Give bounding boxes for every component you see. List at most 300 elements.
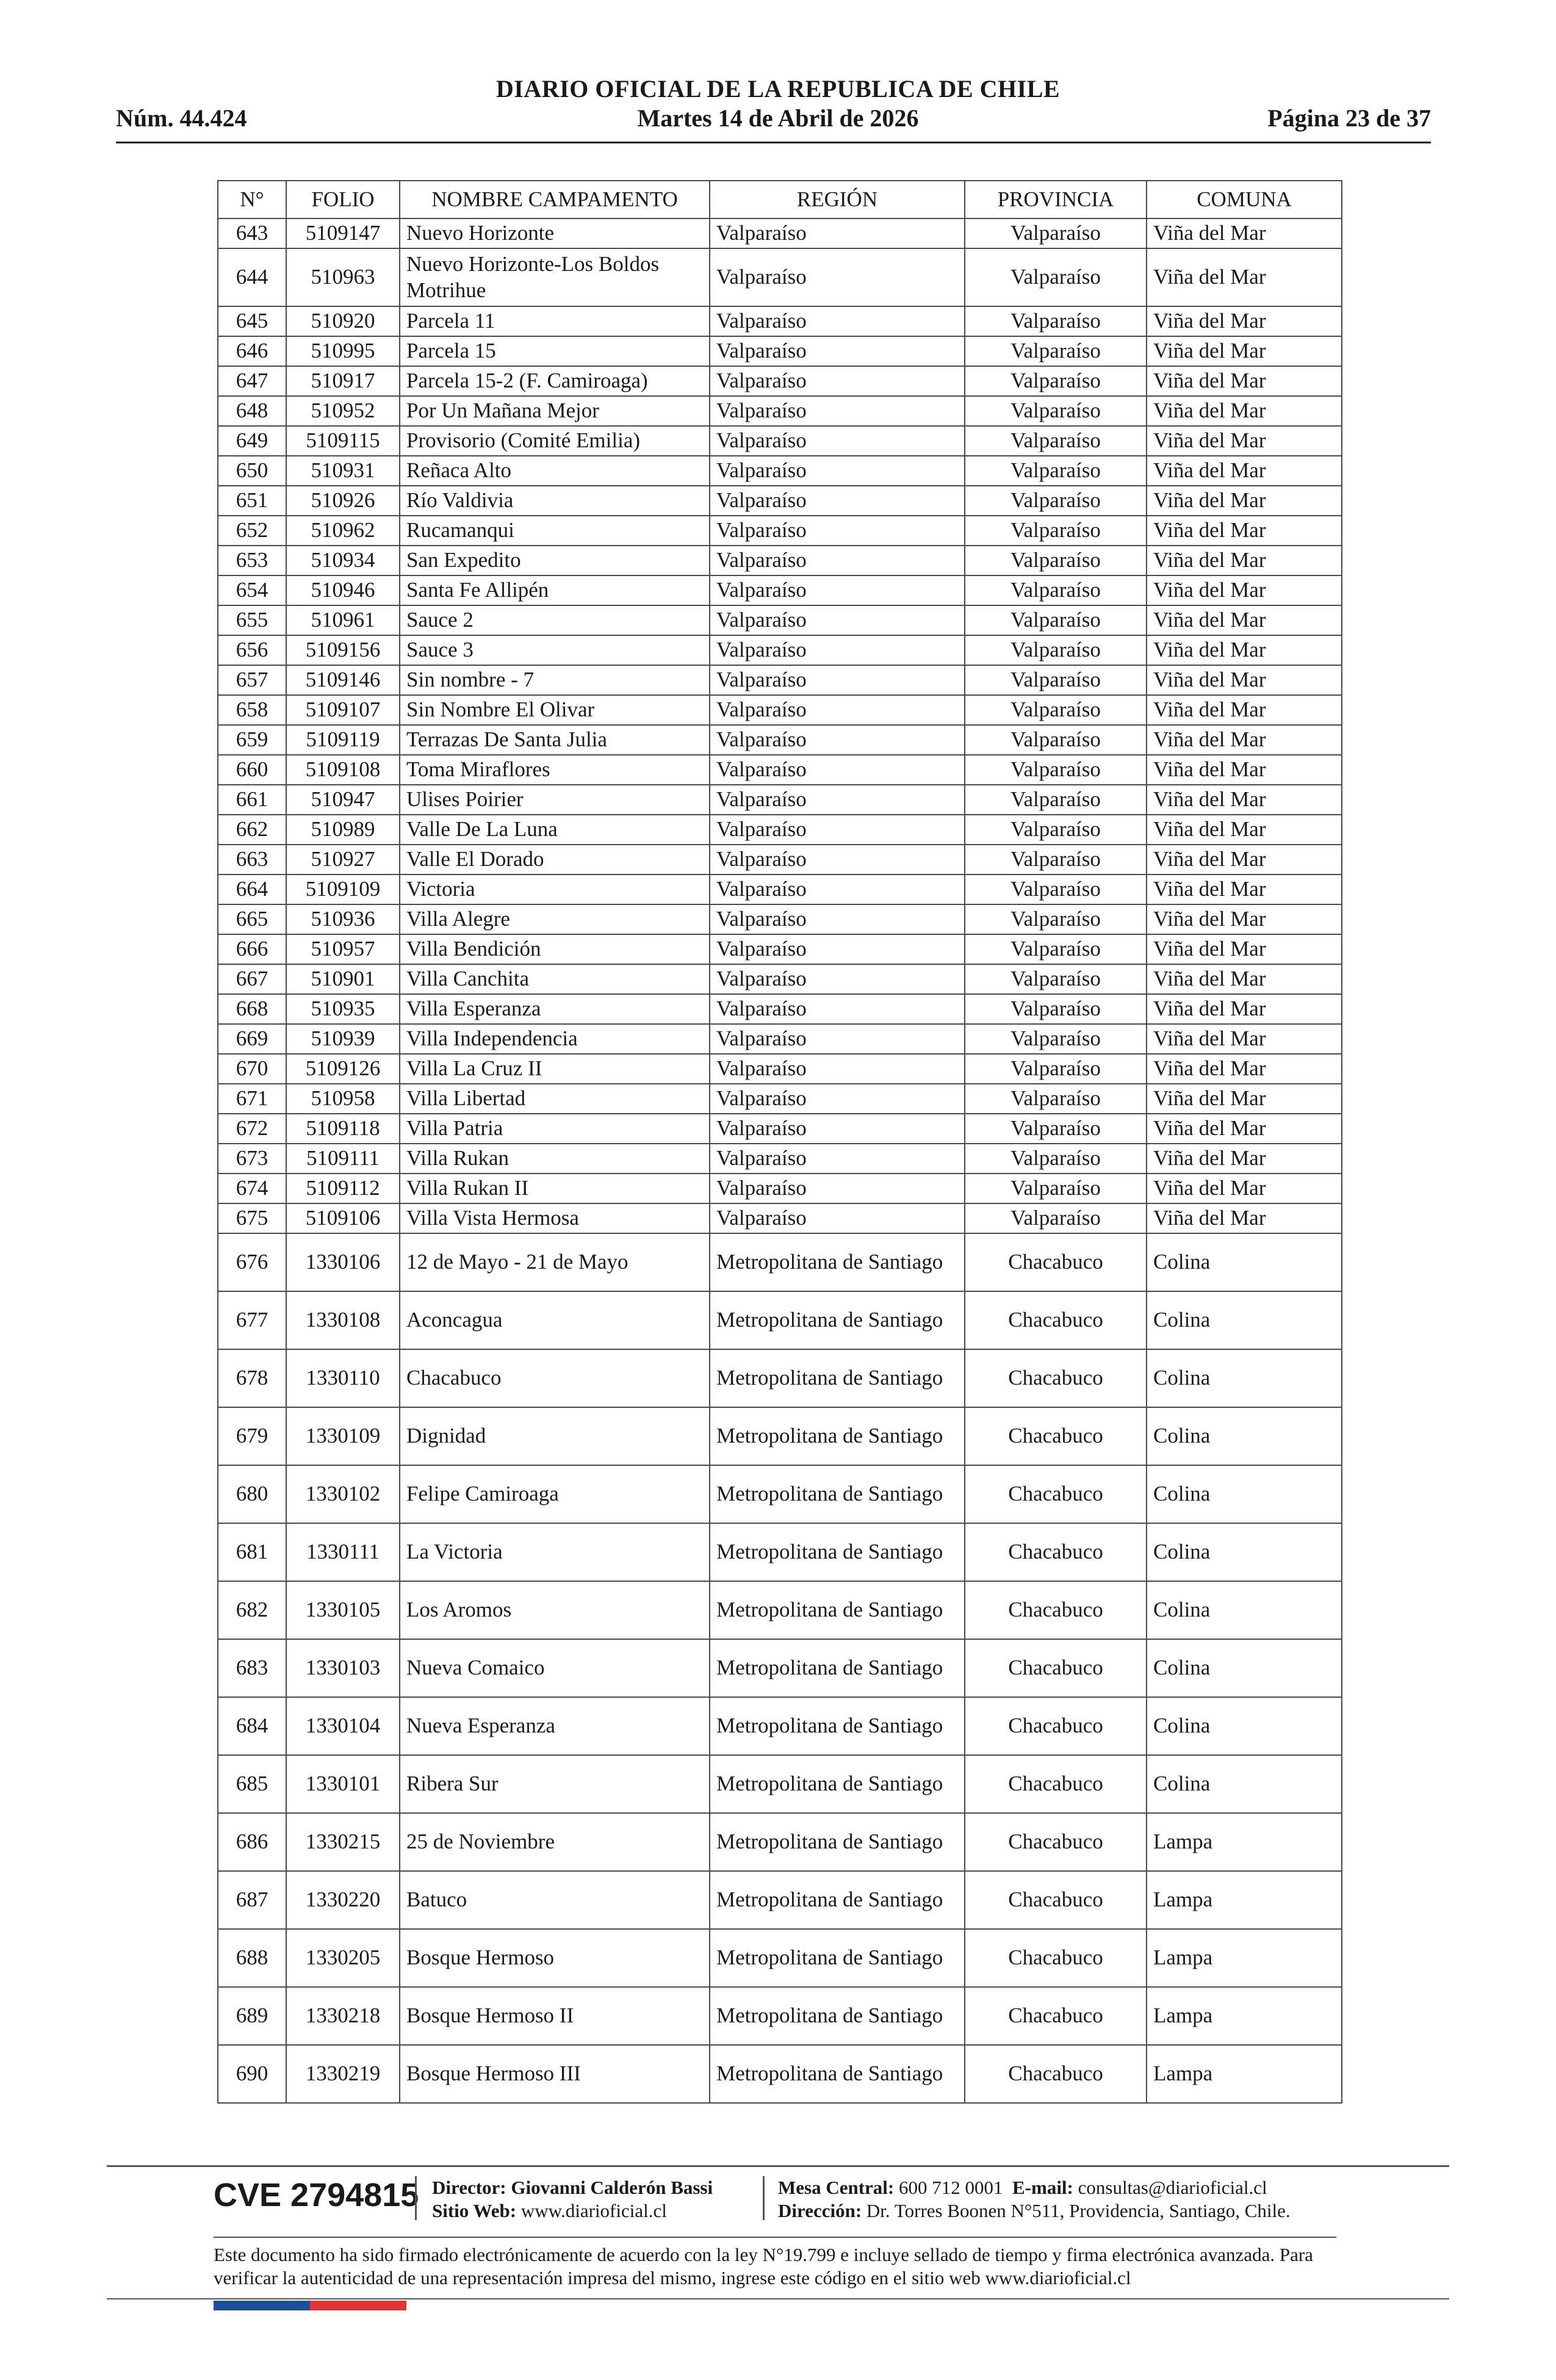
footer-editorial [432, 2176, 713, 2223]
row-campamento: Villa Esperanza [400, 994, 710, 1024]
row-provincia: Chacabuco [965, 1581, 1147, 1639]
row-folio: 5109118 [286, 1114, 400, 1144]
row-campamento: Bosque Hermoso [400, 1929, 710, 1987]
row-folio: 1330103 [286, 1639, 400, 1697]
row-comuna: Viña del Mar [1147, 845, 1342, 874]
flag-bar-blue [214, 2301, 310, 2310]
row-number: 643 [218, 218, 286, 248]
web-label: Sitio Web: [432, 2200, 517, 2221]
row-comuna: Viña del Mar [1147, 605, 1342, 635]
row-region: Valparaíso [710, 456, 965, 486]
row-comuna: Colina [1147, 1291, 1342, 1349]
address-label: Dirección: [778, 2200, 862, 2221]
row-number: 648 [218, 396, 286, 426]
row-folio: 1330111 [286, 1523, 400, 1581]
row-comuna: Viña del Mar [1147, 486, 1342, 516]
row-comuna: Viña del Mar [1147, 575, 1342, 605]
row-comuna: Colina [1147, 1407, 1342, 1465]
row-number: 686 [218, 1813, 286, 1871]
row-campamento: Parcela 15 [400, 336, 710, 366]
footer-separator [415, 2176, 417, 2220]
row-campamento: Ribera Sur [400, 1755, 710, 1813]
row-number: 683 [218, 1639, 286, 1697]
table-row [218, 1639, 1342, 1697]
row-region: Valparaíso [710, 635, 965, 665]
row-provincia: Chacabuco [965, 1813, 1147, 1871]
row-number: 660 [218, 755, 286, 785]
row-campamento: 12 de Mayo - 21 de Mayo [400, 1233, 710, 1291]
footer-divider-mid [214, 2237, 1336, 2238]
row-folio: 510947 [286, 785, 400, 815]
table-row [218, 874, 1342, 904]
row-number: 652 [218, 516, 286, 546]
row-comuna: Viña del Mar [1147, 396, 1342, 426]
row-region: Metropolitana de Santiago [710, 1407, 965, 1465]
row-folio: 5109112 [286, 1174, 400, 1203]
row-region: Valparaíso [710, 218, 965, 248]
row-region: Valparaíso [710, 516, 965, 546]
table-row [218, 1054, 1342, 1084]
row-provincia: Valparaíso [965, 815, 1147, 845]
table-row [218, 516, 1342, 546]
header-number: N° [218, 181, 286, 218]
row-comuna: Viña del Mar [1147, 426, 1342, 456]
header-folio: FOLIO [286, 181, 400, 218]
director-label: Director: [432, 2177, 506, 2198]
publication-title: DIARIO OFICIAL DE LA REPUBLICA DE CHILE [495, 75, 1061, 103]
row-folio: 510946 [286, 575, 400, 605]
table-row [218, 605, 1342, 635]
row-campamento: Río Valdivia [400, 486, 710, 516]
row-provincia: Valparaíso [965, 1024, 1147, 1054]
row-folio: 1330218 [286, 1987, 400, 2045]
row-number: 678 [218, 1349, 286, 1407]
row-provincia: Valparaíso [965, 845, 1147, 874]
table-body [218, 218, 1342, 2103]
row-region: Metropolitana de Santiago [710, 1291, 965, 1349]
row-number: 644 [218, 248, 286, 306]
table-row [218, 1697, 1342, 1755]
row-region: Metropolitana de Santiago [710, 1523, 965, 1581]
row-folio: 510952 [286, 396, 400, 426]
row-campamento: Victoria [400, 874, 710, 904]
row-provincia: Chacabuco [965, 1755, 1147, 1813]
table-row [218, 396, 1342, 426]
row-number: 664 [218, 874, 286, 904]
table-row [218, 1174, 1342, 1203]
row-comuna: Viña del Mar [1147, 218, 1342, 248]
row-campamento: Dignidad [400, 1407, 710, 1465]
row-number: 668 [218, 994, 286, 1024]
table-row [218, 248, 1342, 306]
row-region: Metropolitana de Santiago [710, 1465, 965, 1523]
row-region: Valparaíso [710, 1024, 965, 1054]
row-comuna: Colina [1147, 1465, 1342, 1523]
row-folio: 1330110 [286, 1349, 400, 1407]
table-row [218, 994, 1342, 1024]
table-row [218, 426, 1342, 456]
row-folio: 5109109 [286, 874, 400, 904]
row-comuna: Viña del Mar [1147, 874, 1342, 904]
row-folio: 5109107 [286, 695, 400, 725]
cve-code: CVE 2794815 [214, 2177, 419, 2213]
row-provincia: Chacabuco [965, 2045, 1147, 2103]
row-campamento: Villa La Cruz II [400, 1054, 710, 1084]
row-provincia: Valparaíso [965, 964, 1147, 994]
row-campamento: Parcela 11 [400, 306, 710, 336]
row-folio: 5109156 [286, 635, 400, 665]
table-row [218, 1114, 1342, 1144]
row-folio: 5109126 [286, 1054, 400, 1084]
row-comuna: Viña del Mar [1147, 248, 1342, 306]
row-campamento: Reñaca Alto [400, 456, 710, 486]
row-folio: 1330219 [286, 2045, 400, 2103]
row-folio: 1330205 [286, 1929, 400, 1987]
row-region: Metropolitana de Santiago [710, 1871, 965, 1929]
row-comuna: Viña del Mar [1147, 755, 1342, 785]
table-row [218, 815, 1342, 845]
header-comuna: COMUNA [1147, 181, 1342, 218]
row-region: Valparaíso [710, 546, 965, 575]
footer-contact [778, 2176, 1291, 2223]
row-region: Valparaíso [710, 1114, 965, 1144]
row-number: 690 [218, 2045, 286, 2103]
header-campamento: NOMBRE CAMPAMENTO [400, 181, 710, 218]
row-folio: 5109111 [286, 1144, 400, 1174]
row-region: Valparaíso [710, 785, 965, 815]
email-link[interactable]: consultas@diarioficial.cl [1078, 2177, 1267, 2198]
row-region: Metropolitana de Santiago [710, 1639, 965, 1697]
row-number: 656 [218, 635, 286, 665]
footer-divider-bottom [107, 2298, 1449, 2299]
table-row [218, 486, 1342, 516]
row-provincia: Valparaíso [965, 396, 1147, 426]
row-provincia: Valparaíso [965, 785, 1147, 815]
director-name: Giovanni Calderón Bassi [511, 2177, 713, 2198]
table-row [218, 1929, 1342, 1987]
table-row [218, 1871, 1342, 1929]
row-number: 666 [218, 934, 286, 964]
row-number: 665 [218, 904, 286, 934]
row-folio: 510958 [286, 1084, 400, 1114]
row-region: Metropolitana de Santiago [710, 1581, 965, 1639]
row-provincia: Valparaíso [965, 755, 1147, 785]
row-folio: 510931 [286, 456, 400, 486]
row-folio: 510926 [286, 486, 400, 516]
row-folio: 5109146 [286, 665, 400, 695]
row-folio: 1330106 [286, 1233, 400, 1291]
row-number: 649 [218, 426, 286, 456]
row-comuna: Colina [1147, 1349, 1342, 1407]
row-provincia: Valparaíso [965, 1203, 1147, 1233]
row-provincia: Valparaíso [965, 874, 1147, 904]
row-number: 688 [218, 1929, 286, 1987]
row-region: Valparaíso [710, 605, 965, 635]
row-folio: 5109119 [286, 725, 400, 755]
row-provincia: Valparaíso [965, 934, 1147, 964]
row-provincia: Chacabuco [965, 1291, 1147, 1349]
row-campamento: Por Un Mañana Mejor [400, 396, 710, 426]
row-comuna: Viña del Mar [1147, 635, 1342, 665]
row-region: Valparaíso [710, 1203, 965, 1233]
table-row [218, 2045, 1342, 2103]
table-row [218, 1813, 1342, 1871]
row-comuna: Lampa [1147, 1871, 1342, 1929]
row-provincia: Valparaíso [965, 1114, 1147, 1144]
row-campamento: Santa Fe Allipén [400, 575, 710, 605]
row-campamento: Sauce 2 [400, 605, 710, 635]
row-region: Valparaíso [710, 426, 965, 456]
row-campamento: Villa Bendición [400, 934, 710, 964]
row-folio: 1330108 [286, 1291, 400, 1349]
row-provincia: Valparaíso [965, 1174, 1147, 1203]
row-folio: 5109108 [286, 755, 400, 785]
table-row [218, 218, 1342, 248]
row-campamento: Los Aromos [400, 1581, 710, 1639]
row-campamento: Chacabuco [400, 1349, 710, 1407]
row-region: Valparaíso [710, 575, 965, 605]
row-folio: 510939 [286, 1024, 400, 1054]
header-region: REGIÓN [710, 181, 965, 218]
row-provincia: Valparaíso [965, 665, 1147, 695]
row-comuna: Viña del Mar [1147, 725, 1342, 755]
row-folio: 1330102 [286, 1465, 400, 1523]
row-comuna: Viña del Mar [1147, 964, 1342, 994]
page-number: Página 23 de 37 [1267, 104, 1431, 132]
row-number: 675 [218, 1203, 286, 1233]
row-region: Valparaíso [710, 1174, 965, 1203]
row-number: 682 [218, 1581, 286, 1639]
table-row [218, 1407, 1342, 1465]
table-row [218, 665, 1342, 695]
row-comuna: Viña del Mar [1147, 456, 1342, 486]
issue-number: Núm. 44.424 [116, 104, 247, 132]
row-provincia: Valparaíso [965, 516, 1147, 546]
row-campamento: Villa Rukan [400, 1144, 710, 1174]
row-provincia: Valparaíso [965, 605, 1147, 635]
table-row [218, 575, 1342, 605]
table-row [218, 934, 1342, 964]
row-folio: 510936 [286, 904, 400, 934]
row-campamento: Sin Nombre El Olivar [400, 695, 710, 725]
row-provincia: Chacabuco [965, 1349, 1147, 1407]
row-number: 687 [218, 1871, 286, 1929]
row-campamento: Felipe Camiroaga [400, 1465, 710, 1523]
row-region: Metropolitana de Santiago [710, 1233, 965, 1291]
row-campamento: Bosque Hermoso II [400, 1987, 710, 2045]
row-number: 671 [218, 1084, 286, 1114]
row-campamento: Batuco [400, 1871, 710, 1929]
row-provincia: Valparaíso [965, 1084, 1147, 1114]
row-number: 647 [218, 366, 286, 396]
row-folio: 1330109 [286, 1407, 400, 1465]
row-region: Metropolitana de Santiago [710, 1813, 965, 1871]
row-number: 658 [218, 695, 286, 725]
row-folio: 510995 [286, 336, 400, 366]
row-region: Valparaíso [710, 874, 965, 904]
row-campamento: Sauce 3 [400, 635, 710, 665]
row-comuna: Lampa [1147, 1813, 1342, 1871]
row-number: 669 [218, 1024, 286, 1054]
row-region: Valparaíso [710, 964, 965, 994]
row-campamento: Villa Vista Hermosa [400, 1203, 710, 1233]
footer-divider-top [107, 2165, 1449, 2167]
row-provincia: Valparaíso [965, 1144, 1147, 1174]
row-number: 663 [218, 845, 286, 874]
table-row [218, 1291, 1342, 1349]
row-campamento: Terrazas De Santa Julia [400, 725, 710, 755]
row-number: 670 [218, 1054, 286, 1084]
row-folio: 1330220 [286, 1871, 400, 1929]
row-region: Valparaíso [710, 1054, 965, 1084]
row-comuna: Viña del Mar [1147, 934, 1342, 964]
header-divider [116, 142, 1431, 143]
row-region: Metropolitana de Santiago [710, 1349, 965, 1407]
website-link[interactable]: www.diarioficial.cl [520, 2200, 667, 2221]
issue-date: Martes 14 de Abril de 2026 [637, 104, 919, 132]
row-number: 681 [218, 1523, 286, 1581]
table-row [218, 1987, 1342, 2045]
row-campamento: Nuevo Horizonte-Los Boldos Motrihue [400, 248, 710, 306]
row-folio: 510920 [286, 306, 400, 336]
row-comuna: Viña del Mar [1147, 994, 1342, 1024]
row-number: 662 [218, 815, 286, 845]
table-row [218, 725, 1342, 755]
row-provincia: Chacabuco [965, 1523, 1147, 1581]
address-text: Dr. Torres Boonen N°511, Providencia, Santiago, Chile. [866, 2200, 1291, 2221]
row-number: 651 [218, 486, 286, 516]
row-provincia: Chacabuco [965, 1987, 1147, 2045]
row-number: 661 [218, 785, 286, 815]
table-row [218, 964, 1342, 994]
table-row [218, 1349, 1342, 1407]
row-region: Valparaíso [710, 755, 965, 785]
row-comuna: Viña del Mar [1147, 1084, 1342, 1114]
row-folio: 510961 [286, 605, 400, 635]
row-number: 659 [218, 725, 286, 755]
row-comuna: Viña del Mar [1147, 1203, 1342, 1233]
table-row [218, 306, 1342, 336]
row-number: 676 [218, 1233, 286, 1291]
row-campamento: Aconcagua [400, 1291, 710, 1349]
row-number: 654 [218, 575, 286, 605]
row-comuna: Viña del Mar [1147, 785, 1342, 815]
row-number: 645 [218, 306, 286, 336]
table-row [218, 1755, 1342, 1813]
row-folio: 510917 [286, 366, 400, 396]
table-row [218, 635, 1342, 665]
row-region: Valparaíso [710, 248, 965, 306]
row-comuna: Viña del Mar [1147, 306, 1342, 336]
row-folio: 1330105 [286, 1581, 400, 1639]
row-provincia: Valparaíso [965, 486, 1147, 516]
row-comuna: Viña del Mar [1147, 904, 1342, 934]
table-row [218, 366, 1342, 396]
phone-label: Mesa Central: [778, 2177, 895, 2198]
email-label: E-mail: [1012, 2177, 1073, 2198]
row-number: 680 [218, 1465, 286, 1523]
row-comuna: Viña del Mar [1147, 665, 1342, 695]
row-provincia: Valparaíso [965, 218, 1147, 248]
row-campamento: Rucamanqui [400, 516, 710, 546]
row-region: Valparaíso [710, 1084, 965, 1114]
row-comuna: Colina [1147, 1639, 1342, 1697]
row-folio: 510934 [286, 546, 400, 575]
row-provincia: Valparaíso [965, 1054, 1147, 1084]
row-comuna: Viña del Mar [1147, 546, 1342, 575]
row-provincia: Valparaíso [965, 994, 1147, 1024]
table-row [218, 1233, 1342, 1291]
table-row [218, 1084, 1342, 1114]
table-row [218, 1465, 1342, 1523]
row-provincia: Chacabuco [965, 1639, 1147, 1697]
table-row [218, 904, 1342, 934]
row-region: Valparaíso [710, 1144, 965, 1174]
row-region: Metropolitana de Santiago [710, 1755, 965, 1813]
row-number: 653 [218, 546, 286, 575]
row-campamento: Villa Libertad [400, 1084, 710, 1114]
table-row [218, 546, 1342, 575]
row-campamento: Provisorio (Comité Emilia) [400, 426, 710, 456]
row-campamento: Nueva Esperanza [400, 1697, 710, 1755]
row-provincia: Valparaíso [965, 546, 1147, 575]
row-region: Metropolitana de Santiago [710, 2045, 965, 2103]
legal-notice: Este documento ha sido firmado electrónicamente de acuerdo con la ley N°19.799 e incluye sellado de tiempo y firma electrónica avanzada. Para verificar la autenticidad de una representación impresa del mismo, ingrese este código en el sitio web www.diarioficial.cl [214, 2244, 1313, 2288]
row-campamento: Valle El Dorado [400, 845, 710, 874]
table-row [218, 1523, 1342, 1581]
row-provincia: Valparaíso [965, 725, 1147, 755]
row-campamento: Bosque Hermoso III [400, 2045, 710, 2103]
table-row [218, 1203, 1342, 1233]
table-row [218, 785, 1342, 815]
row-comuna: Colina [1147, 1755, 1342, 1813]
header-provincia: PROVINCIA [965, 181, 1147, 218]
row-folio: 5109115 [286, 426, 400, 456]
row-campamento: Toma Miraflores [400, 755, 710, 785]
row-region: Valparaíso [710, 845, 965, 874]
row-region: Valparaíso [710, 396, 965, 426]
row-folio: 510957 [286, 934, 400, 964]
row-folio: 510989 [286, 815, 400, 845]
row-provincia: Valparaíso [965, 248, 1147, 306]
row-number: 674 [218, 1174, 286, 1203]
row-number: 646 [218, 336, 286, 366]
row-number: 657 [218, 665, 286, 695]
row-number: 655 [218, 605, 286, 635]
row-number: 684 [218, 1697, 286, 1755]
row-campamento: 25 de Noviembre [400, 1813, 710, 1871]
table-row [218, 695, 1342, 725]
phone-number: 600 712 0001 [899, 2177, 1003, 2198]
flag-bar-red [310, 2301, 406, 2310]
row-provincia: Chacabuco [965, 1233, 1147, 1291]
row-region: Valparaíso [710, 486, 965, 516]
row-comuna: Viña del Mar [1147, 516, 1342, 546]
row-campamento: Villa Alegre [400, 904, 710, 934]
row-provincia: Valparaíso [965, 695, 1147, 725]
row-campamento: Villa Canchita [400, 964, 710, 994]
table-row [218, 336, 1342, 366]
row-number: 672 [218, 1114, 286, 1144]
row-comuna: Viña del Mar [1147, 336, 1342, 366]
table-header-row [218, 181, 1342, 218]
row-region: Valparaíso [710, 815, 965, 845]
row-region: Valparaíso [710, 994, 965, 1024]
row-comuna: Viña del Mar [1147, 1114, 1342, 1144]
row-comuna: Viña del Mar [1147, 695, 1342, 725]
row-provincia: Chacabuco [965, 1871, 1147, 1929]
row-campamento: Parcela 15-2 (F. Camiroaga) [400, 366, 710, 396]
